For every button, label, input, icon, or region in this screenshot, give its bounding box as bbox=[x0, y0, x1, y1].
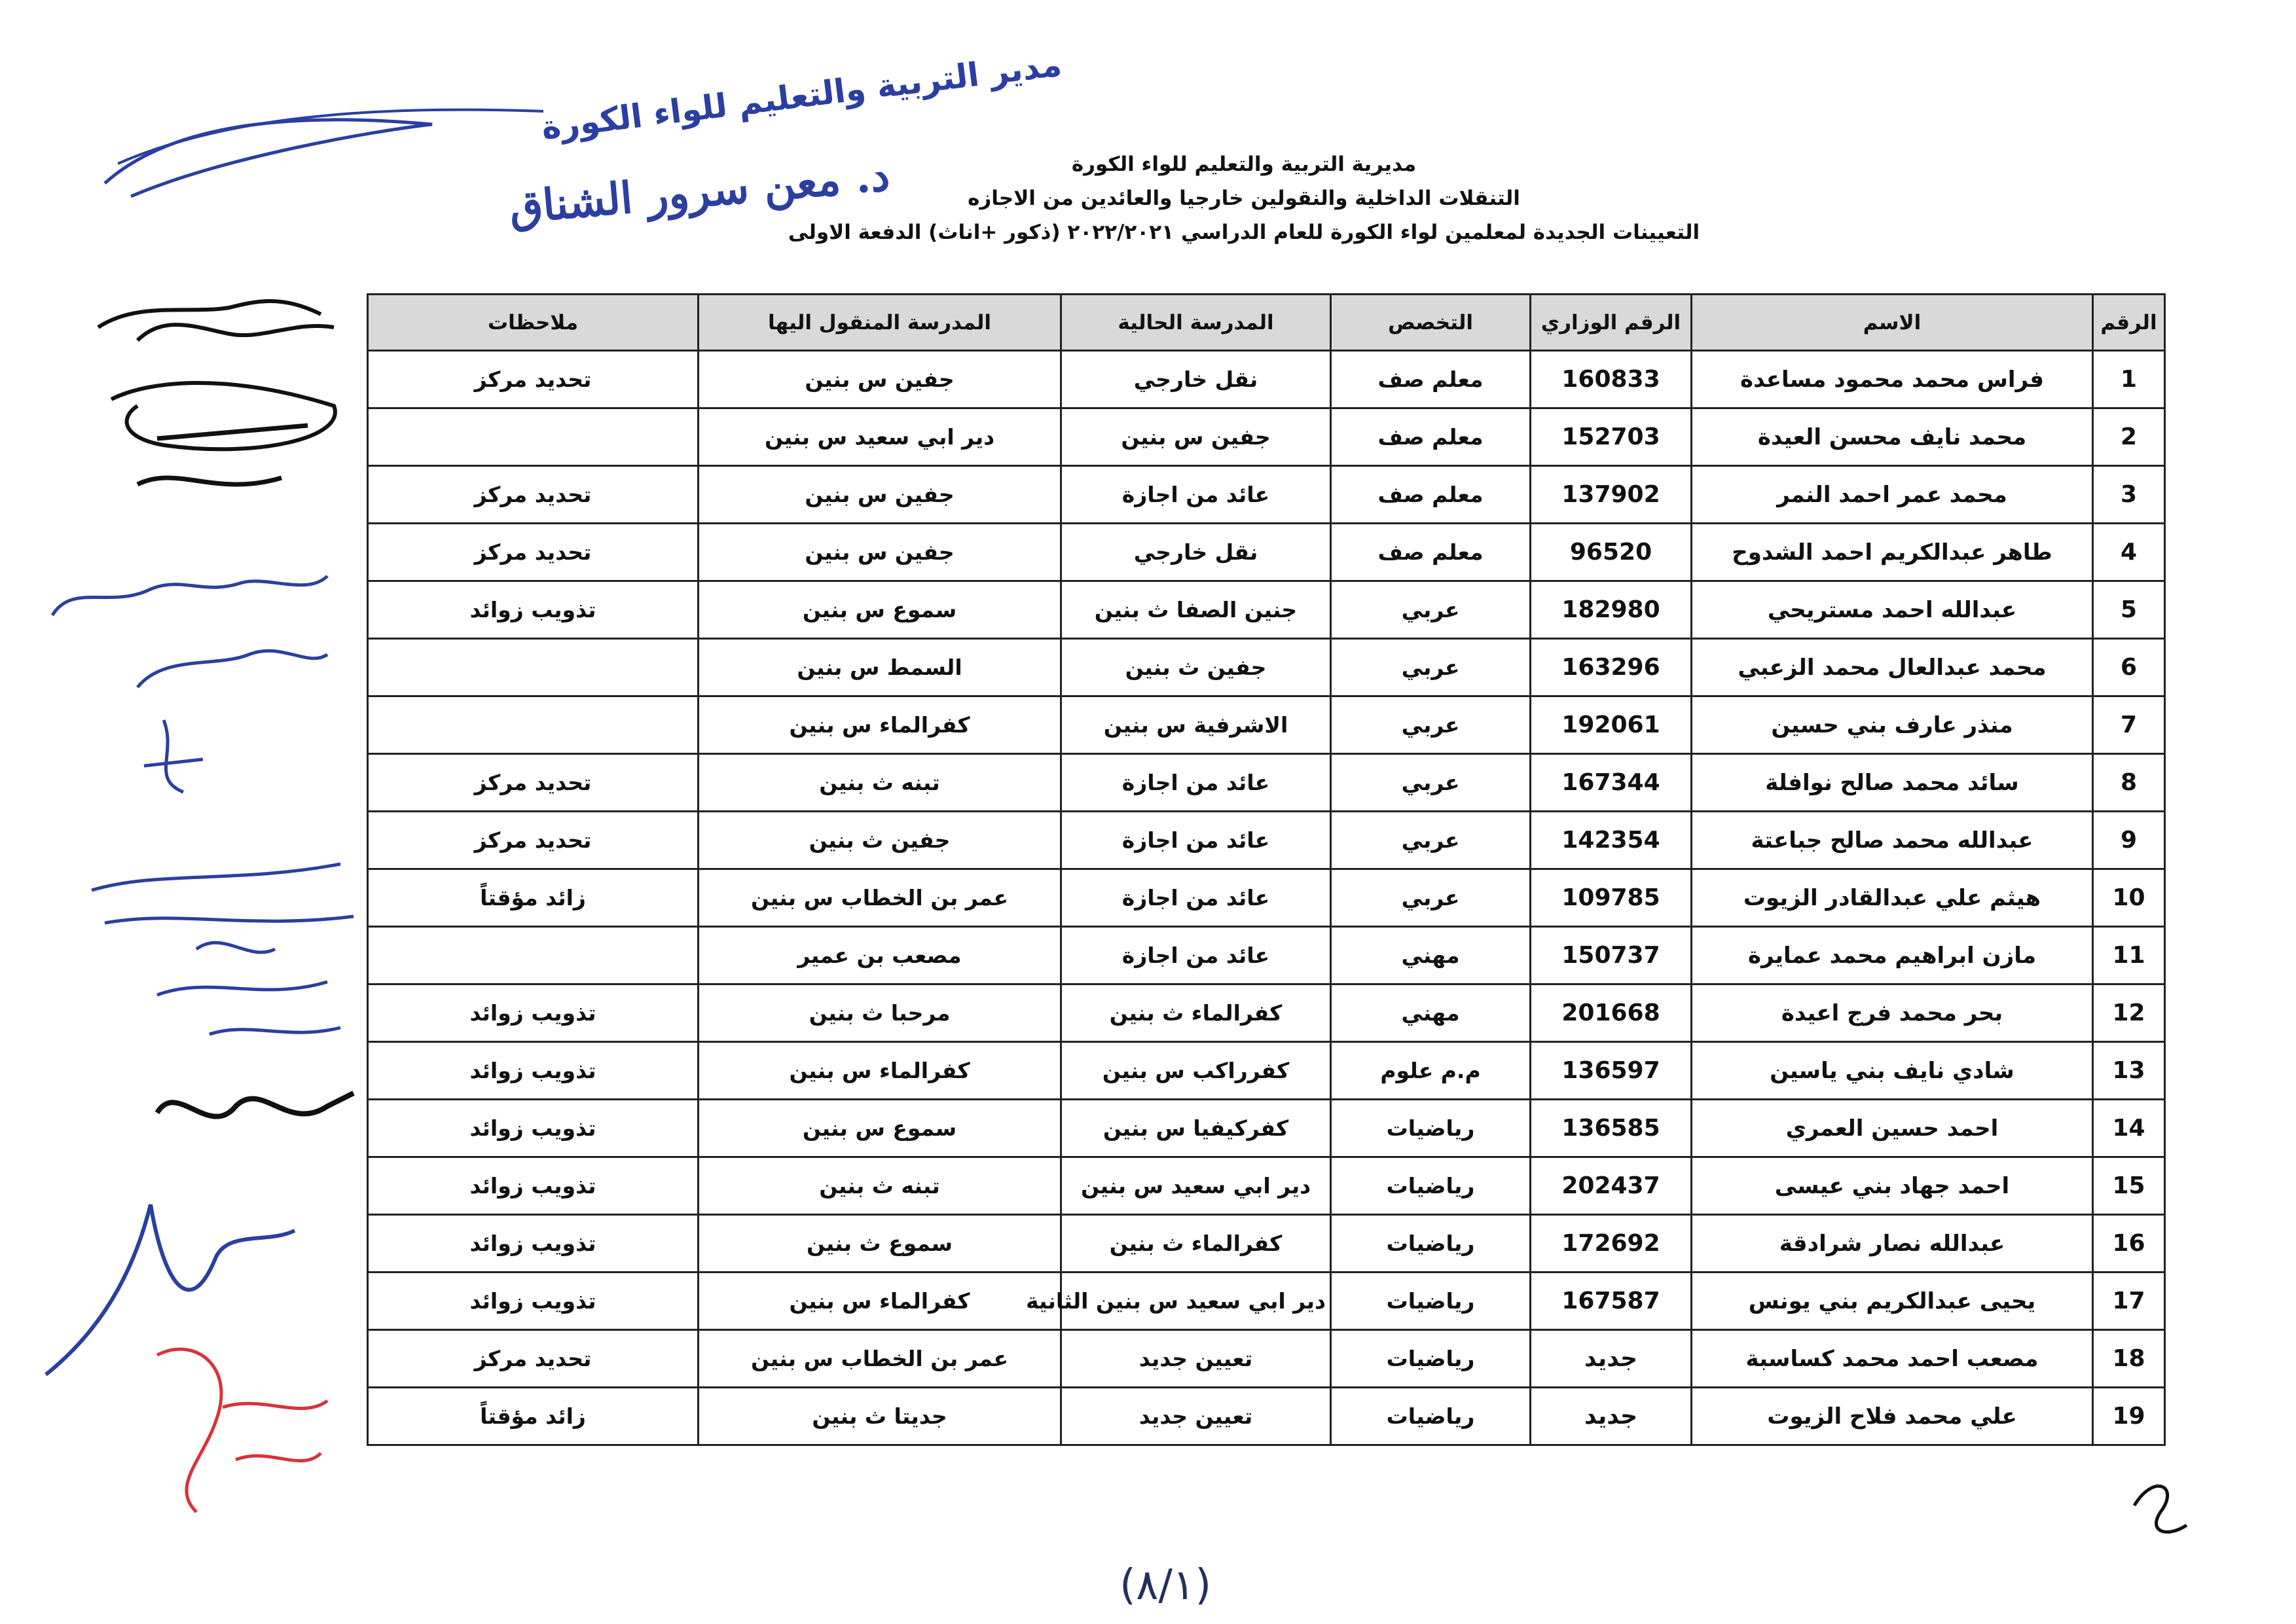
row-number: 11 bbox=[2093, 927, 2165, 984]
row-number: 8 bbox=[2093, 754, 2165, 812]
table-header-row bbox=[368, 295, 2165, 351]
row-number: 14 bbox=[2093, 1100, 2165, 1157]
specialization: معلم صف bbox=[1331, 466, 1531, 524]
current-school: جفين ث بنين bbox=[1061, 639, 1331, 696]
row-number: 18 bbox=[2093, 1330, 2165, 1388]
teacher-name: يحيى عبدالكريم بني يونس bbox=[1692, 1272, 2093, 1330]
specialization: عربي bbox=[1331, 581, 1531, 639]
table-row bbox=[368, 466, 2165, 524]
row-number: 1 bbox=[2093, 351, 2165, 408]
teacher-name: منذر عارف بني حسين bbox=[1692, 696, 2093, 754]
note: تحديد مركز bbox=[368, 524, 699, 581]
specialization: معلم صف bbox=[1331, 351, 1531, 408]
table-row bbox=[368, 927, 2165, 984]
row-number: 9 bbox=[2093, 812, 2165, 869]
row-number: 4 bbox=[2093, 524, 2165, 581]
ministry-id: 163296 bbox=[1531, 639, 1692, 696]
ministry-id: 109785 bbox=[1531, 869, 1692, 927]
current-school: تعيين جديد bbox=[1061, 1330, 1331, 1388]
note: تذويب زوائد bbox=[368, 984, 699, 1042]
signature-blue-2 bbox=[79, 838, 367, 1060]
current-school: كفركيفيا س بنين bbox=[1061, 1100, 1331, 1157]
table-row bbox=[368, 696, 2165, 754]
table-row bbox=[368, 1215, 2165, 1272]
specialization: مهني bbox=[1331, 984, 1531, 1042]
teacher-name: عبدالله نصار شرادقة bbox=[1692, 1215, 2093, 1272]
note: تذويب زوائد bbox=[368, 581, 699, 639]
teacher-name: احمد جهاد بني عيسى bbox=[1692, 1157, 2093, 1215]
row-number: 16 bbox=[2093, 1215, 2165, 1272]
ministry-id: 136597 bbox=[1531, 1042, 1692, 1100]
stamp-line-1: مدير التربية والتعليم للواء الكورة bbox=[539, 45, 1064, 147]
signature-black-right bbox=[2121, 1460, 2193, 1545]
destination-school: سموع س بنين bbox=[699, 1100, 1061, 1157]
teacher-name: محمد عمر احمد النمر bbox=[1692, 466, 2093, 524]
teacher-name: عبدالله احمد مستريحي bbox=[1692, 581, 2093, 639]
table-row bbox=[368, 1272, 2165, 1330]
note: تذويب زوائد bbox=[368, 1042, 699, 1100]
note: زائد مؤقتاً bbox=[368, 1388, 699, 1445]
row-number: 12 bbox=[2093, 984, 2165, 1042]
specialization: عربي bbox=[1331, 869, 1531, 927]
specialization: معلم صف bbox=[1331, 524, 1531, 581]
signature-black-1 bbox=[59, 288, 360, 524]
note: تذويب زوائد bbox=[368, 1100, 699, 1157]
destination-school: جفين س بنين bbox=[699, 351, 1061, 408]
destination-school: عمر بن الخطاب س بنين bbox=[699, 1330, 1061, 1388]
document-header bbox=[786, 147, 1702, 249]
header-name: الاسم bbox=[1692, 295, 2093, 351]
row-number: 13 bbox=[2093, 1042, 2165, 1100]
current-school: عائد من اجازة bbox=[1061, 812, 1331, 869]
ministry-id: جديد bbox=[1531, 1388, 1692, 1445]
table-row bbox=[368, 1388, 2165, 1445]
teacher-name: هيثم علي عبدالقادر الزيوت bbox=[1692, 869, 2093, 927]
table-row bbox=[368, 351, 2165, 408]
current-school: دير ابي سعيد س بنين الثانية bbox=[1061, 1272, 1331, 1330]
header-destination-school: المدرسة المنقول اليها bbox=[699, 295, 1061, 351]
destination-school: جفين س بنين bbox=[699, 466, 1061, 524]
ministry-id: 160833 bbox=[1531, 351, 1692, 408]
destination-school: كفرالماء س بنين bbox=[699, 1272, 1061, 1330]
destination-school: مصعب بن عمير bbox=[699, 927, 1061, 984]
current-school: جنين الصفا ث بنين bbox=[1061, 581, 1331, 639]
note: زائد مؤقتاً bbox=[368, 869, 699, 927]
table-row bbox=[368, 869, 2165, 927]
header-line-2: التنقلات الداخلية والنقولين خارجيا والعائدين من الاجازه bbox=[968, 187, 1520, 210]
teacher-name: محمد نايف محسن العيدة bbox=[1692, 408, 2093, 466]
signature-blue-1 bbox=[33, 556, 340, 805]
current-school: تعيين جديد bbox=[1061, 1388, 1331, 1445]
current-school: دير ابي سعيد س بنين bbox=[1061, 1157, 1331, 1215]
destination-school: جفين س بنين bbox=[699, 524, 1061, 581]
note bbox=[368, 408, 699, 466]
destination-school: مرحبا ث بنين bbox=[699, 984, 1061, 1042]
header-ministry-id: الرقم الوزاري bbox=[1531, 295, 1692, 351]
destination-school: كفرالماء س بنين bbox=[699, 696, 1061, 754]
ministry-id: 202437 bbox=[1531, 1157, 1692, 1215]
specialization: م.م علوم bbox=[1331, 1042, 1531, 1100]
table-row bbox=[368, 812, 2165, 869]
ministry-id: 142354 bbox=[1531, 812, 1692, 869]
teachers-transfer-table bbox=[367, 293, 2166, 1446]
specialization: معلم صف bbox=[1331, 408, 1531, 466]
table-row bbox=[368, 1157, 2165, 1215]
table-row bbox=[368, 581, 2165, 639]
row-number: 2 bbox=[2093, 408, 2165, 466]
table-row bbox=[368, 1042, 2165, 1100]
current-school: جفين س بنين bbox=[1061, 408, 1331, 466]
row-number: 6 bbox=[2093, 639, 2165, 696]
specialization: عربي bbox=[1331, 696, 1531, 754]
teacher-name: مازن ابراهيم محمد عمايرة bbox=[1692, 927, 2093, 984]
destination-school: كفرالماء س بنين bbox=[699, 1042, 1061, 1100]
teacher-name: احمد حسين العمري bbox=[1692, 1100, 2093, 1157]
ministry-id: 152703 bbox=[1531, 408, 1692, 466]
destination-school: جفين ث بنين bbox=[699, 812, 1061, 869]
current-school: عائد من اجازة bbox=[1061, 927, 1331, 984]
specialization: مهني bbox=[1331, 927, 1531, 984]
row-number: 19 bbox=[2093, 1388, 2165, 1445]
table-row bbox=[368, 639, 2165, 696]
signature-black-2 bbox=[118, 1067, 367, 1152]
current-school: عائد من اجازة bbox=[1061, 754, 1331, 812]
teacher-name: فراس محمد محمود مساعدة bbox=[1692, 351, 2093, 408]
destination-school: تبنه ث بنين bbox=[699, 1157, 1061, 1215]
note: تذويب زوائد bbox=[368, 1157, 699, 1215]
note: تحديد مركز bbox=[368, 466, 699, 524]
note bbox=[368, 927, 699, 984]
table-row bbox=[368, 524, 2165, 581]
current-school: كفرالماء ث بنين bbox=[1061, 984, 1331, 1042]
header-line-3: التعيينات الجديدة لمعلمين لواء الكورة للعام الدراسي ٢٠٢٢/٢٠٢١ (ذكور +اناث) الدفعة الاولى bbox=[788, 221, 1700, 244]
header-notes: ملاحظات bbox=[368, 295, 699, 351]
page-number: (٨/١) bbox=[1120, 1561, 1212, 1610]
table-row bbox=[368, 754, 2165, 812]
row-number: 17 bbox=[2093, 1272, 2165, 1330]
row-number: 10 bbox=[2093, 869, 2165, 927]
table-row bbox=[368, 984, 2165, 1042]
header-specialization: التخصص bbox=[1331, 295, 1531, 351]
ministry-id: 167587 bbox=[1531, 1272, 1692, 1330]
teacher-name: بحر محمد فرج اعيدة bbox=[1692, 984, 2093, 1042]
signature-red bbox=[118, 1329, 340, 1525]
row-number: 3 bbox=[2093, 466, 2165, 524]
specialization: رياضيات bbox=[1331, 1100, 1531, 1157]
specialization: رياضيات bbox=[1331, 1330, 1531, 1388]
note: تحديد مركز bbox=[368, 351, 699, 408]
ministry-id: جديد bbox=[1531, 1330, 1692, 1388]
ministry-id: 192061 bbox=[1531, 696, 1692, 754]
specialization: رياضيات bbox=[1331, 1215, 1531, 1272]
ministry-id: 167344 bbox=[1531, 754, 1692, 812]
specialization: رياضيات bbox=[1331, 1272, 1531, 1330]
teacher-name: محمد عبدالعال محمد الزعبي bbox=[1692, 639, 2093, 696]
destination-school: دير ابي سعيد س بنين bbox=[699, 408, 1061, 466]
header-current-school: المدرسة الحالية bbox=[1061, 295, 1331, 351]
destination-school: تبنه ث بنين bbox=[699, 754, 1061, 812]
ministry-id: 136585 bbox=[1531, 1100, 1692, 1157]
note bbox=[368, 696, 699, 754]
teacher-name: علي محمد فلاح الزيوت bbox=[1692, 1388, 2093, 1445]
ministry-id: 182980 bbox=[1531, 581, 1692, 639]
row-number: 7 bbox=[2093, 696, 2165, 754]
director-stamp bbox=[92, 45, 1064, 268]
destination-school: السمط س بنين bbox=[699, 639, 1061, 696]
table-row bbox=[368, 408, 2165, 466]
table-row bbox=[368, 1100, 2165, 1157]
ministry-id: 137902 bbox=[1531, 466, 1692, 524]
destination-school: سموع ث بنين bbox=[699, 1215, 1061, 1272]
current-school: نقل خارجي bbox=[1061, 351, 1331, 408]
current-school: عائد من اجازة bbox=[1061, 869, 1331, 927]
teacher-name: مصعب احمد محمد كساسبة bbox=[1692, 1330, 2093, 1388]
teacher-name: شادي نايف بني ياسين bbox=[1692, 1042, 2093, 1100]
current-school: الاشرفية س بنين bbox=[1061, 696, 1331, 754]
table-row bbox=[368, 1330, 2165, 1388]
specialization: عربي bbox=[1331, 754, 1531, 812]
ministry-id: 172692 bbox=[1531, 1215, 1692, 1272]
current-school: نقل خارجي bbox=[1061, 524, 1331, 581]
note bbox=[368, 639, 699, 696]
note: تحديد مركز bbox=[368, 1330, 699, 1388]
ministry-id: 201668 bbox=[1531, 984, 1692, 1042]
header-line-1: مديرية التربية والتعليم للواء الكورة bbox=[1071, 153, 1417, 176]
teacher-name: عبدالله محمد صالح جباعتة bbox=[1692, 812, 2093, 869]
stamp-line-2: د. معن سرور الشناق bbox=[507, 149, 892, 234]
current-school: عائد من اجازة bbox=[1061, 466, 1331, 524]
specialization: رياضيات bbox=[1331, 1388, 1531, 1445]
current-school: كفرالماء ث بنين bbox=[1061, 1215, 1331, 1272]
note: تحديد مركز bbox=[368, 812, 699, 869]
specialization: عربي bbox=[1331, 812, 1531, 869]
ministry-id: 96520 bbox=[1531, 524, 1692, 581]
header-number: الرقم bbox=[2093, 295, 2165, 351]
destination-school: جديتا ث بنين bbox=[699, 1388, 1061, 1445]
row-number: 5 bbox=[2093, 581, 2165, 639]
note: تحديد مركز bbox=[368, 754, 699, 812]
destination-school: عمر بن الخطاب س بنين bbox=[699, 869, 1061, 927]
note: تذويب زوائد bbox=[368, 1215, 699, 1272]
teacher-name: طاهر عبدالكريم احمد الشدوح bbox=[1692, 524, 2093, 581]
note: تذويب زوائد bbox=[368, 1272, 699, 1330]
specialization: عربي bbox=[1331, 639, 1531, 696]
ministry-id: 150737 bbox=[1531, 927, 1692, 984]
destination-school: سموع س بنين bbox=[699, 581, 1061, 639]
teacher-name: سائد محمد صالح نوافلة bbox=[1692, 754, 2093, 812]
current-school: كفرراكب س بنين bbox=[1061, 1042, 1331, 1100]
specialization: رياضيات bbox=[1331, 1157, 1531, 1215]
row-number: 15 bbox=[2093, 1157, 2165, 1215]
